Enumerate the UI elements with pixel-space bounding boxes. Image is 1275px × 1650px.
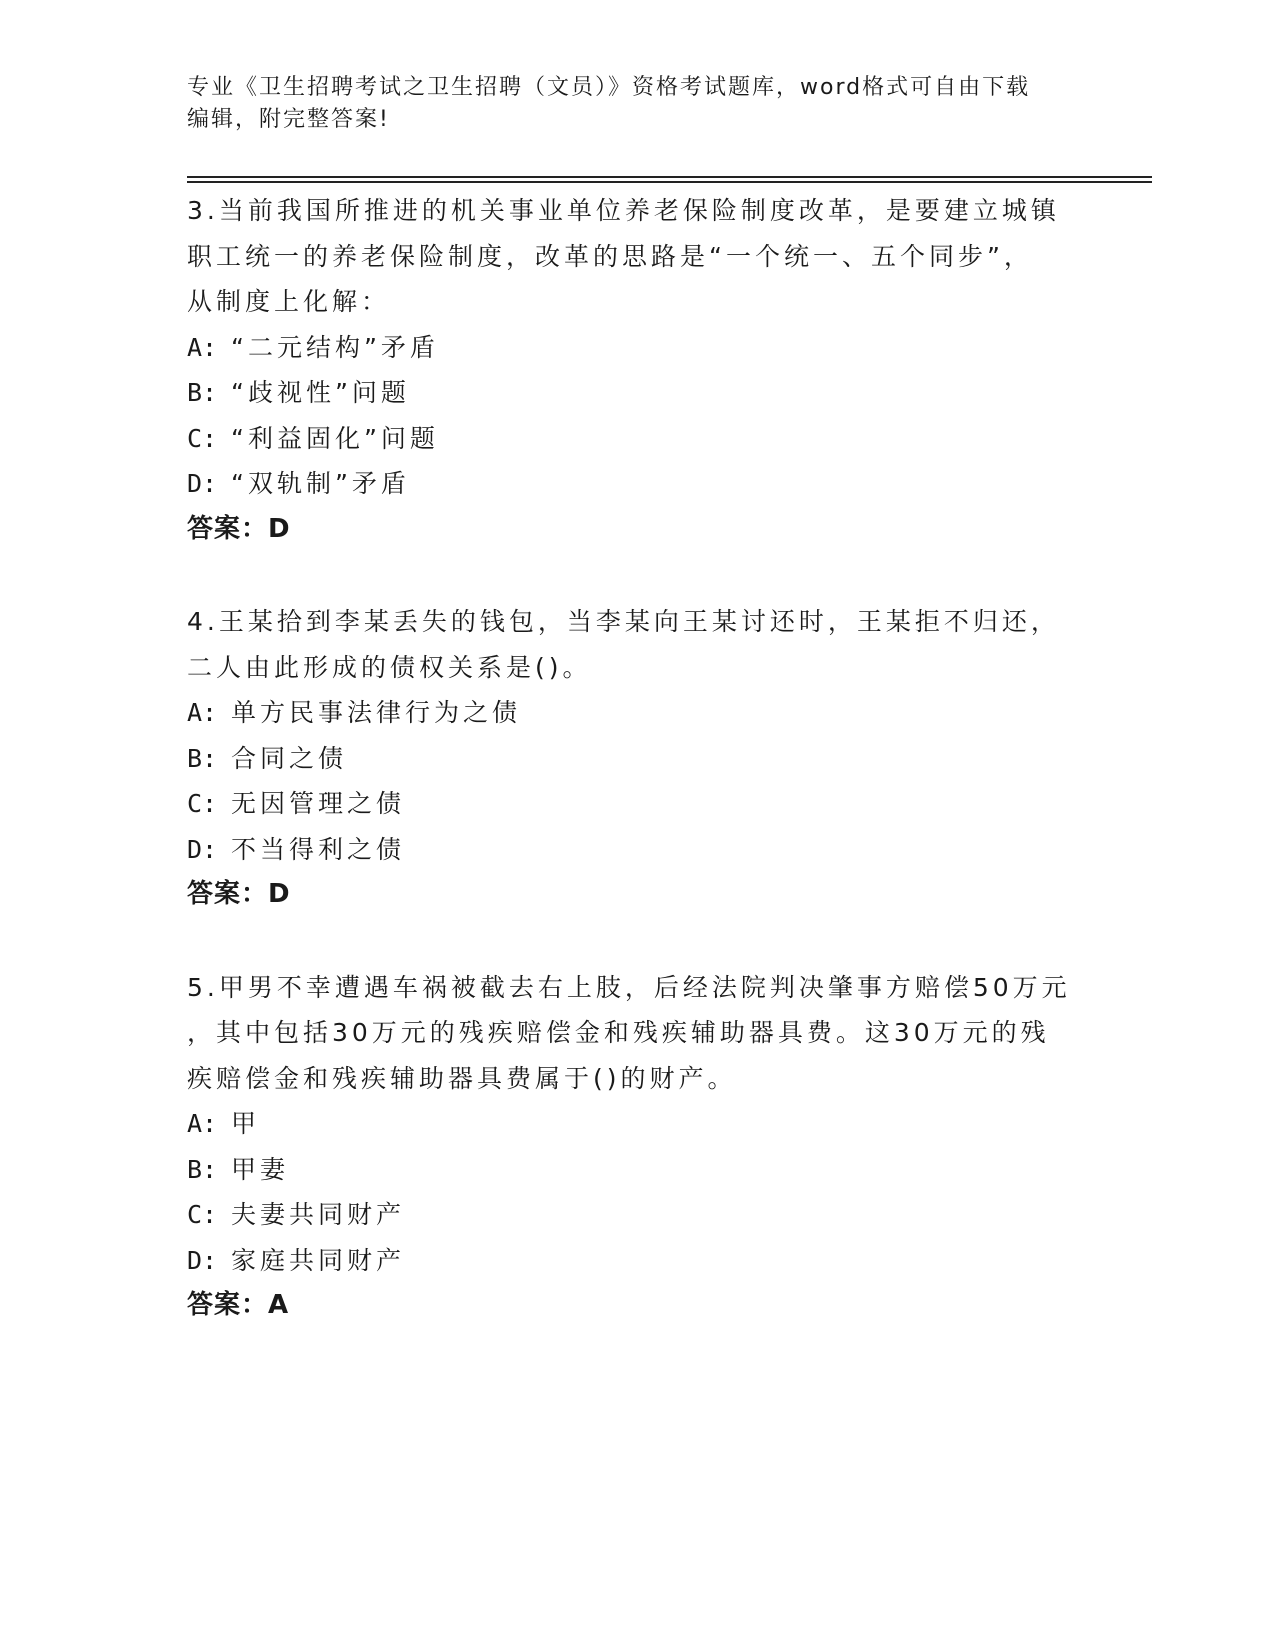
option-c	[187, 1192, 1087, 1238]
header-divider-top	[187, 176, 1152, 178]
question-text-line: 从制度上化解：	[187, 287, 391, 316]
option-b	[187, 1147, 1087, 1193]
option-letter: C:	[187, 423, 218, 453]
option-a	[187, 1101, 1087, 1147]
option-a	[187, 690, 1087, 736]
option-text: “双轨制”矛盾	[231, 469, 410, 498]
option-text: 甲	[231, 1109, 261, 1138]
option-d	[187, 827, 1087, 873]
question-text-line: 3.当前我国所推进的机关事业单位养老保险制度改革，是要建立城镇	[187, 196, 1060, 225]
document-header	[187, 72, 1067, 136]
question-text-line: 5.甲男不幸遭遇车祸被截去右上肢，后经法院判决肇事方赔偿50万元	[187, 972, 1071, 1002]
option-letter: A:	[187, 332, 218, 362]
option-text: “歧视性”问题	[231, 378, 410, 407]
question-item	[187, 188, 1087, 552]
option-letter: C:	[187, 1200, 218, 1229]
option-b	[187, 736, 1087, 782]
option-text: 不当得利之债	[231, 834, 406, 864]
question-text-line: ，其中包括30万元的残疾赔偿金和残疾辅助器具费。这30万元的残	[187, 1018, 1050, 1047]
header-divider-bottom	[187, 181, 1152, 183]
option-letter: A:	[187, 1109, 218, 1138]
option-letter: B:	[187, 378, 218, 407]
option-letter: D:	[187, 834, 218, 864]
question-text-line: 疾赔偿金和残疾辅助器具费属于()的财产。	[187, 1063, 737, 1093]
option-b	[187, 370, 1087, 416]
question-text-line: 4.王某拾到李某丢失的钱包，当李某向王某讨还时，王某拒不归还，	[187, 607, 1060, 636]
question-text-line: 二人由此形成的债权关系是()。	[187, 652, 592, 682]
option-text: 家庭共同财产	[231, 1245, 406, 1275]
answer-label: 答案：D	[187, 513, 291, 544]
question-item	[187, 599, 1087, 918]
option-letter: A:	[187, 698, 218, 727]
question-text-line: 职工统一的养老保险制度，改革的思路是“一个统一、五个同步”，	[187, 241, 1033, 271]
answer-label: 答案：A	[187, 1290, 290, 1320]
option-text: 甲妻	[231, 1154, 290, 1184]
option-letter: D:	[187, 469, 218, 498]
option-text: 单方民事法律行为之债	[231, 698, 522, 727]
answer-label: 答案：D	[187, 879, 291, 909]
option-letter: B:	[187, 743, 218, 773]
option-d	[187, 1238, 1087, 1284]
option-letter: D:	[187, 1245, 218, 1275]
header-line-1: 专业《卫生招聘考试之卫生招聘（文员）》资格考试题库，word格式可自由下载	[187, 75, 1031, 100]
option-letter: C:	[187, 789, 218, 818]
option-d	[187, 461, 1087, 507]
option-letter: B:	[187, 1154, 218, 1184]
option-text: 合同之债	[231, 743, 348, 773]
option-text: “二元结构”矛盾	[231, 332, 439, 362]
option-a	[187, 325, 1087, 371]
option-text: 无因管理之债	[231, 789, 406, 818]
question-item	[187, 965, 1087, 1329]
question-list	[187, 188, 1087, 1376]
option-text: 夫妻共同财产	[231, 1200, 406, 1229]
option-text: “利益固化”问题	[231, 423, 439, 453]
header-line-2: 编辑，附完整答案!	[187, 107, 390, 132]
option-c	[187, 416, 1087, 462]
option-c	[187, 781, 1087, 827]
